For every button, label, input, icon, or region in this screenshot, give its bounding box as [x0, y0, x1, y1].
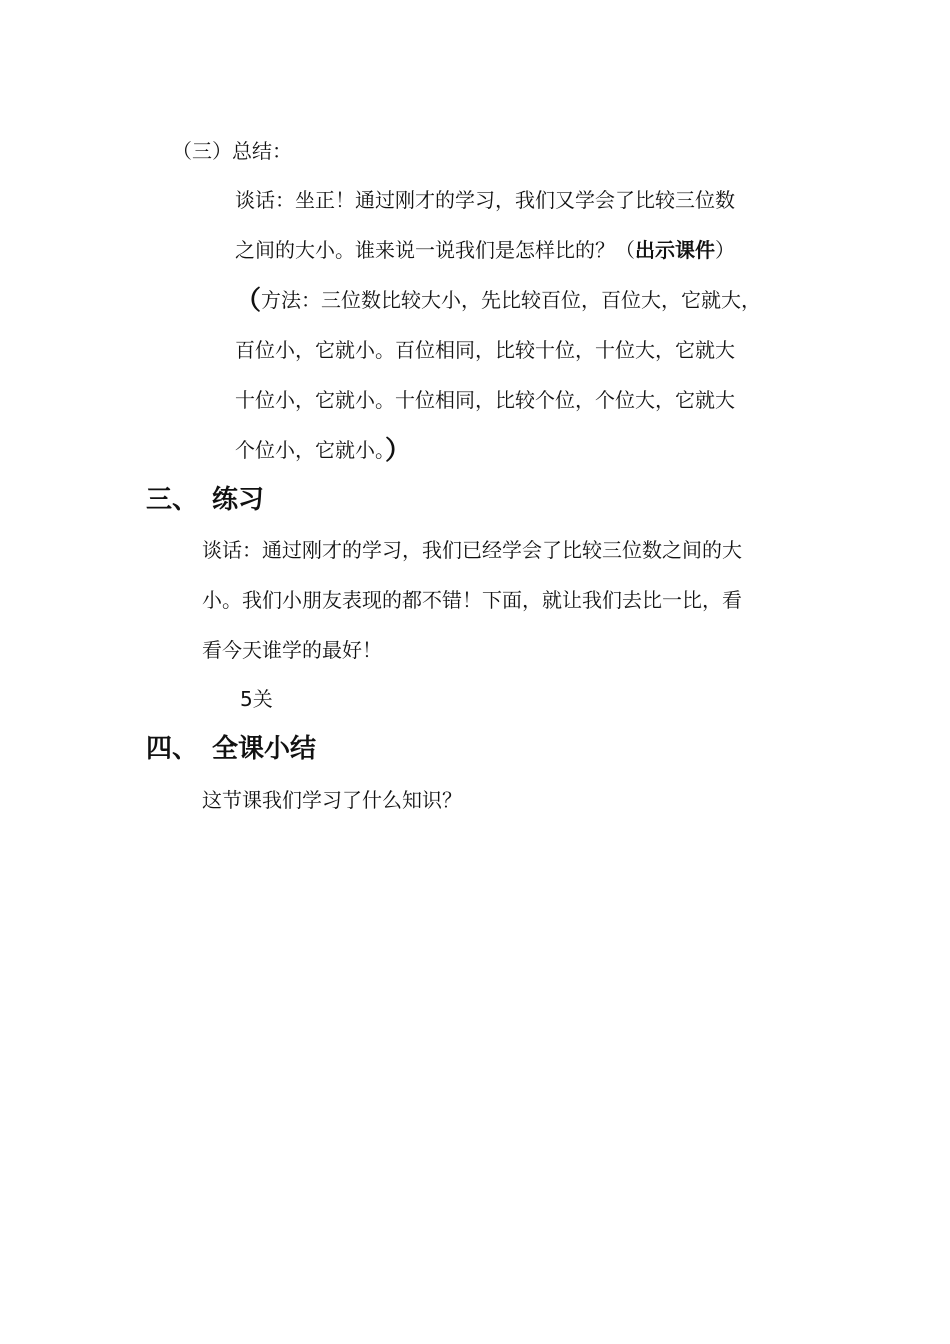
summary-talk-line-2 [235, 236, 735, 264]
summary-talk-line-2-close: ） [715, 238, 735, 262]
summary-talk-line-2-text: 之间的大小。谁来说一说我们是怎样比的？（ [235, 238, 635, 262]
method-close-paren: ） [385, 436, 412, 466]
wrapup-line-1: 这节课我们学习了什么知识？ [202, 788, 462, 812]
method-line-4-text: 个位小，它就小。 [235, 438, 385, 462]
method-line-2: 百位小，它就小。百位相同，比较十位，十位大，它就大 [235, 338, 735, 362]
practice-line-2: 小。我们小朋友表现的都不错！下面，就让我们去比一比，看 [202, 588, 742, 612]
method-line-1-text: 方法：三位数比较大小，先比较百位，百位大，它就大， [261, 288, 762, 312]
subsection-label: （三）总结： [172, 139, 292, 163]
practice-line-1: 谈话：通过刚才的学习，我们已经学会了比较三位数之间的大 [202, 538, 742, 562]
wrapup-heading-title: 全课小结 [212, 734, 317, 764]
wrapup-heading [146, 732, 316, 766]
practice-heading [146, 483, 264, 517]
method-open-paren: （ [235, 286, 262, 316]
summary-talk-line-1: 谈话：坐正！通过刚才的学习，我们又学会了比较三位数 [235, 188, 735, 212]
method-line-4 [235, 436, 411, 465]
practice-levels: 5关 [240, 687, 273, 711]
wrapup-heading-number: 四、 [146, 734, 199, 764]
method-line-1 [235, 286, 761, 315]
practice-heading-number: 三、 [146, 485, 199, 515]
method-line-3: 十位小，它就小。十位相同，比较个位，个位大，它就大 [235, 388, 735, 412]
practice-line-3: 看今天谁学的最好！ [202, 638, 382, 662]
practice-heading-title: 练习 [212, 485, 265, 515]
show-courseware-note: 出示课件 [635, 238, 715, 262]
